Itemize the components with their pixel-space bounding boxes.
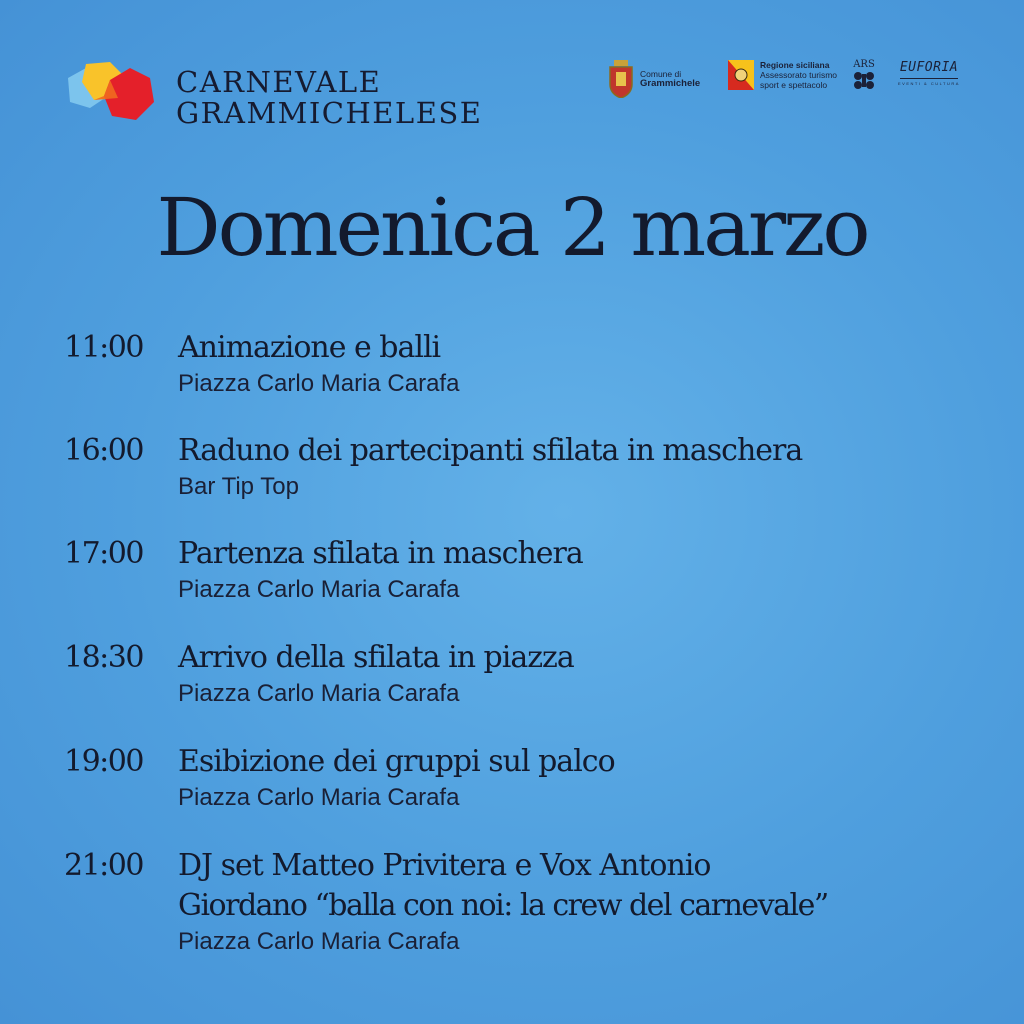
sponsor-regione-name: Regione siciliana <box>760 60 830 70</box>
sponsor-ars-name: ARS <box>853 59 875 70</box>
sponsor-comune <box>608 60 700 98</box>
comune-crest-icon <box>608 60 634 98</box>
event-title: Esibizione dei gruppi sul palco <box>178 744 615 779</box>
event-time: 11:00 <box>64 330 143 365</box>
event-time: 16:00 <box>64 433 143 468</box>
sponsor-regione <box>728 60 837 90</box>
sponsor-comune-name: Grammichele <box>640 78 701 89</box>
event-title-line-1: DJ set Matteo Privitera e Vox Antonio <box>178 848 711 883</box>
event-title-line-2: Giordano “balla con noi: la crew del carnevale” <box>178 888 828 923</box>
brand <box>64 62 482 134</box>
brand-line-2: GRAMMICHELESE <box>176 96 483 130</box>
sponsor-euforia-name: EUFORIA <box>899 60 959 75</box>
sponsor-ars <box>852 60 876 90</box>
carnevale-logo-icon <box>64 62 156 134</box>
brand-line-1: CARNEVALE <box>176 65 382 99</box>
sponsor-regione-sub1: Assessorato turismo <box>760 70 837 80</box>
sponsor-comune-small: Comune di <box>640 69 682 79</box>
page-title: Domenica 2 marzo <box>156 181 868 274</box>
event-title: Partenza sfilata in maschera <box>178 536 583 571</box>
event-time: 17:00 <box>64 536 143 571</box>
brand-name <box>176 67 482 129</box>
ars-emblem-icon <box>852 70 876 90</box>
event-time: 18:30 <box>64 640 143 675</box>
event-title: Animazione e balli <box>178 330 441 365</box>
sponsor-euforia <box>898 60 960 86</box>
event-place: Piazza Carlo Maria Carafa <box>178 784 460 811</box>
event-place: Bar Tip Top <box>178 473 299 500</box>
event-title: Raduno dei partecipanti sfilata in maschera <box>178 433 803 468</box>
trinacria-icon <box>728 60 754 90</box>
event-time: 19:00 <box>64 744 143 779</box>
event-title: Arrivo della sfilata in piazza <box>178 640 574 675</box>
sponsor-logos <box>608 60 968 102</box>
sponsor-euforia-sub: EVENTI & CULTURA <box>898 81 960 86</box>
event-time: 21:00 <box>64 848 143 883</box>
event-place: Piazza Carlo Maria Carafa <box>178 576 460 603</box>
event-place: Piazza Carlo Maria Carafa <box>178 680 460 707</box>
event-place: Piazza Carlo Maria Carafa <box>178 370 460 397</box>
event-place: Piazza Carlo Maria Carafa <box>178 928 460 955</box>
sponsor-regione-sub2: sport e spettacolo <box>760 80 828 90</box>
